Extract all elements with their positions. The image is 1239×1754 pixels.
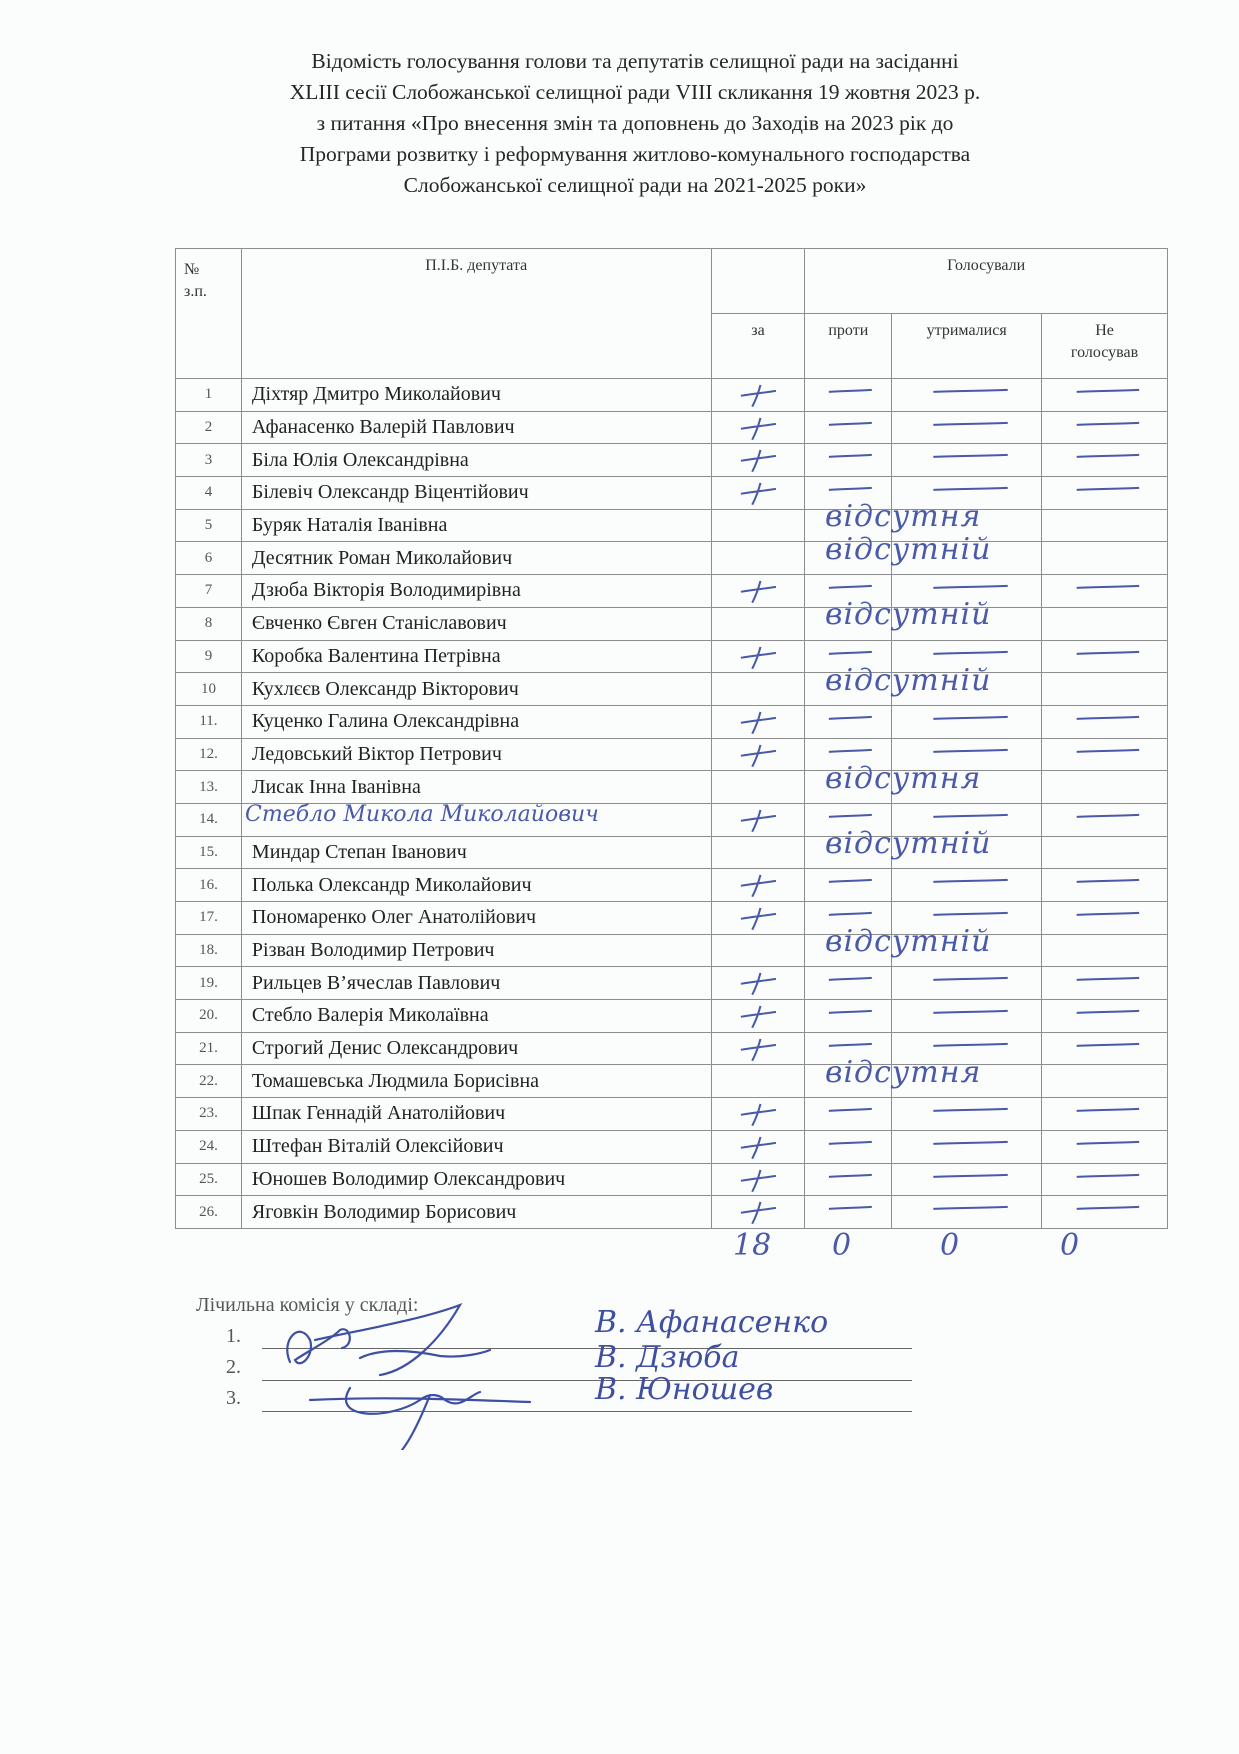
header-proty: проти: [805, 314, 892, 379]
table-row: [176, 1065, 1168, 1098]
vote-za: [711, 444, 805, 477]
deputy-name: Євченко Євген Станіславович: [241, 607, 711, 640]
vote-za: [711, 967, 805, 1000]
table-row: [176, 738, 1168, 771]
table-row: [176, 379, 1168, 412]
vote-ne-holosuvav: [1042, 411, 1168, 444]
row-number: 26.: [176, 1196, 242, 1229]
vote-ne-holosuvav: [1042, 705, 1168, 738]
vote-utrymalysia: [892, 1065, 1042, 1098]
vote-za: [711, 575, 805, 608]
vote-utrymalysia: [892, 673, 1042, 706]
vote-utrymalysia: [892, 1130, 1042, 1163]
vote-za: [711, 771, 805, 804]
vote-ne-holosuvav: [1042, 575, 1168, 608]
deputy-name: Яговкін Володимир Борисович: [241, 1196, 711, 1229]
row-number: 10: [176, 673, 242, 706]
title-line-1: Відомість голосування голови та депутатів селищної ради на засіданні: [311, 49, 959, 73]
table-row: [176, 607, 1168, 640]
table-row: [176, 836, 1168, 869]
vote-utrymalysia: [892, 771, 1042, 804]
header-name: П.І.Б. депутата: [241, 249, 711, 379]
table-row: [176, 542, 1168, 575]
vote-proty: [805, 379, 892, 412]
commission-member-2-num: 2.: [226, 1356, 241, 1378]
row-number: 7: [176, 575, 242, 608]
table-row: [176, 509, 1168, 542]
vote-ne-holosuvav: [1042, 477, 1168, 510]
table-row: [176, 575, 1168, 608]
row-number: 19.: [176, 967, 242, 1000]
vote-utrymalysia: [892, 477, 1042, 510]
vote-utrymalysia: [892, 967, 1042, 1000]
vote-proty: [805, 967, 892, 1000]
total-proty: 0: [832, 1228, 852, 1263]
vote-za: [711, 934, 805, 967]
vote-utrymalysia: [892, 509, 1042, 542]
header-number: [176, 249, 242, 379]
deputy-name: Ледовський Віктор Петрович: [241, 738, 711, 771]
vote-za: [711, 705, 805, 738]
row-number: 8: [176, 607, 242, 640]
header-ne-holosuvav: [1042, 314, 1168, 379]
vote-ne-holosuvav: [1042, 444, 1168, 477]
vote-utrymalysia: [892, 705, 1042, 738]
vote-proty: [805, 673, 892, 706]
table-row: [176, 902, 1168, 935]
absent-note: відсутня: [825, 499, 982, 535]
vote-proty: [805, 902, 892, 935]
voting-table: [175, 248, 1168, 1229]
vote-za: [711, 607, 805, 640]
commission-member-1-name: В. Афанасенко: [595, 1305, 829, 1340]
document-title: [150, 46, 1120, 201]
vote-ne-holosuvav: [1042, 771, 1168, 804]
table-row: [176, 411, 1168, 444]
title-line-2: XLIII сесії Слобожанської селищної ради VIII скликання 19 жовтня 2023 р.: [289, 80, 981, 104]
total-utrymalysia: 0: [940, 1228, 960, 1263]
vote-za: [711, 902, 805, 935]
commission-member-1-num: 1.: [226, 1325, 241, 1347]
vote-ne-holosuvav: [1042, 640, 1168, 673]
table-row: [176, 673, 1168, 706]
vote-proty: [805, 771, 892, 804]
vote-utrymalysia: [892, 640, 1042, 673]
vote-ne-holosuvav: [1042, 869, 1168, 902]
table-row: [176, 1032, 1168, 1065]
commission-label: Лічильна комісія у складі:: [196, 1294, 419, 1316]
vote-proty: [805, 1065, 892, 1098]
row-number: 12.: [176, 738, 242, 771]
row-number: 11.: [176, 705, 242, 738]
vote-za: [711, 1196, 805, 1229]
title-line-4: Програми розвитку і реформування житлово-комунального господарства: [299, 142, 971, 166]
vote-ne-holosuvav: [1042, 673, 1168, 706]
absent-note: відсутня: [825, 760, 982, 796]
vote-proty: [805, 444, 892, 477]
vote-proty: [805, 1196, 892, 1229]
commission-member-3-name: В. Юношев: [595, 1372, 774, 1407]
vote-proty: [805, 411, 892, 444]
table-row: [176, 771, 1168, 804]
vote-ne-holosuvav: [1042, 379, 1168, 412]
vote-utrymalysia: [892, 1000, 1042, 1033]
vote-za: [711, 1065, 805, 1098]
table-row: [176, 477, 1168, 510]
table-row: [176, 1098, 1168, 1131]
row-number: 9: [176, 640, 242, 673]
vote-ne-holosuvav: [1042, 803, 1168, 836]
vote-za: [711, 1130, 805, 1163]
table-row: [176, 1130, 1168, 1163]
commission-member-3-num: 3.: [226, 1387, 241, 1409]
row-number: 5: [176, 509, 242, 542]
vote-ne-holosuvav: [1042, 542, 1168, 575]
header-utrymalysia: утрималися: [892, 314, 1042, 379]
row-number: 14.: [176, 803, 242, 836]
row-number: 24.: [176, 1130, 242, 1163]
table-row: [176, 1163, 1168, 1196]
table-row: [176, 640, 1168, 673]
absent-note: відсутній: [825, 531, 992, 567]
deputy-name: Афанасенко Валерій Павлович: [241, 411, 711, 444]
deputy-name: Десятник Роман Миколайович: [241, 542, 711, 575]
table-row: [176, 967, 1168, 1000]
header-za: за: [711, 314, 805, 379]
deputy-name: Біла Юлія Олександрівна: [241, 444, 711, 477]
vote-ne-holosuvav: [1042, 738, 1168, 771]
deputy-name: Куценко Галина Олександрівна: [241, 705, 711, 738]
vote-ne-holosuvav: [1042, 1163, 1168, 1196]
vote-proty: [805, 1000, 892, 1033]
vote-proty: [805, 1032, 892, 1065]
deputy-name: Лисак Інна Іванівна: [241, 771, 711, 804]
row-number: 3: [176, 444, 242, 477]
deputy-name: Томашевська Людмила Борисівна: [241, 1065, 711, 1098]
absent-note: відсутній: [825, 597, 992, 633]
header-number-line1: №: [184, 261, 200, 278]
row-number: 6: [176, 542, 242, 575]
header-voted: Голосували: [805, 249, 1168, 314]
header-ne-line2: голосував: [1070, 344, 1139, 361]
vote-za: [711, 379, 805, 412]
row-number: 16.: [176, 869, 242, 902]
vote-proty: [805, 1130, 892, 1163]
vote-ne-holosuvav: [1042, 1196, 1168, 1229]
vote-proty: [805, 836, 892, 869]
vote-ne-holosuvav: [1042, 1065, 1168, 1098]
table-row: [176, 444, 1168, 477]
vote-za: [711, 1098, 805, 1131]
total-za: 18: [733, 1228, 772, 1263]
vote-ne-holosuvav: [1042, 1098, 1168, 1131]
vote-utrymalysia: [892, 869, 1042, 902]
handwritten-row14-name: Стебло Микола Миколайович: [245, 802, 599, 827]
vote-ne-holosuvav: [1042, 934, 1168, 967]
deputy-name: Строгий Денис Олександрович: [241, 1032, 711, 1065]
deputy-name: Миндар Степан Іванович: [241, 836, 711, 869]
vote-proty: [805, 509, 892, 542]
vote-utrymalysia: [892, 934, 1042, 967]
vote-proty: [805, 640, 892, 673]
vote-za: [711, 1163, 805, 1196]
row-number: 22.: [176, 1065, 242, 1098]
deputy-name: Буряк Наталія Іванівна: [241, 509, 711, 542]
title-line-5: Слобожанської селищної ради на 2021-2025 роки»: [403, 173, 867, 197]
vote-proty: [805, 477, 892, 510]
title-line-3: з питання «Про внесення змін та доповнень до Заходів на 2023 рік до: [316, 111, 954, 135]
vote-ne-holosuvav: [1042, 1000, 1168, 1033]
absent-note: відсутній: [825, 924, 992, 960]
absent-note: відсутня: [825, 1054, 982, 1090]
vote-proty: [805, 542, 892, 575]
vote-za: [711, 509, 805, 542]
vote-utrymalysia: [892, 1098, 1042, 1131]
header-number-line2: з.п.: [184, 283, 207, 300]
vote-utrymalysia: [892, 1032, 1042, 1065]
row-number: 20.: [176, 1000, 242, 1033]
vote-za: [711, 1032, 805, 1065]
vote-za: [711, 542, 805, 575]
deputy-name: Юношев Володимир Олександрович: [241, 1163, 711, 1196]
header-blank: [711, 249, 805, 314]
header-ne-line1: Не: [1095, 322, 1114, 339]
vote-za: [711, 1000, 805, 1033]
row-number: 2: [176, 411, 242, 444]
vote-za: [711, 673, 805, 706]
absent-note: відсутній: [825, 826, 992, 862]
commission-member-2-name: В. Дзюба: [595, 1340, 740, 1375]
vote-utrymalysia: [892, 803, 1042, 836]
table-row: [176, 705, 1168, 738]
deputy-name: Різван Володимир Петрович: [241, 934, 711, 967]
vote-za: [711, 640, 805, 673]
vote-za: [711, 803, 805, 836]
vote-utrymalysia: [892, 607, 1042, 640]
vote-utrymalysia: [892, 575, 1042, 608]
vote-utrymalysia: [892, 542, 1042, 575]
row-number: 1: [176, 379, 242, 412]
vote-za: [711, 869, 805, 902]
vote-utrymalysia: [892, 836, 1042, 869]
vote-proty: [805, 607, 892, 640]
table-row: [176, 1196, 1168, 1229]
vote-ne-holosuvav: [1042, 1130, 1168, 1163]
deputy-name: Кухлєєв Олександр Вікторович: [241, 673, 711, 706]
vote-ne-holosuvav: [1042, 607, 1168, 640]
row-number: 21.: [176, 1032, 242, 1065]
row-number: 4: [176, 477, 242, 510]
deputy-name: Шпак Геннадій Анатолійович: [241, 1098, 711, 1131]
deputy-name: Дзюба Вікторія Володимирівна: [241, 575, 711, 608]
vote-proty: [805, 934, 892, 967]
vote-proty: [805, 803, 892, 836]
deputy-name: Коробка Валентина Петрівна: [241, 640, 711, 673]
vote-ne-holosuvav: [1042, 902, 1168, 935]
vote-utrymalysia: [892, 379, 1042, 412]
vote-ne-holosuvav: [1042, 836, 1168, 869]
table-row: [176, 1000, 1168, 1033]
deputy-name: Пономаренко Олег Анатолійович: [241, 902, 711, 935]
vote-utrymalysia: [892, 902, 1042, 935]
deputy-name: Білевіч Олександр Віцентійович: [241, 477, 711, 510]
deputy-name: Штефан Віталій Олексійович: [241, 1130, 711, 1163]
row-number: 15.: [176, 836, 242, 869]
vote-proty: [805, 738, 892, 771]
vote-utrymalysia: [892, 444, 1042, 477]
row-number: 13.: [176, 771, 242, 804]
vote-za: [711, 738, 805, 771]
row-number: 25.: [176, 1163, 242, 1196]
vote-proty: [805, 1163, 892, 1196]
deputy-name: Полька Олександр Миколайович: [241, 869, 711, 902]
vote-utrymalysia: [892, 411, 1042, 444]
vote-proty: [805, 575, 892, 608]
vote-ne-holosuvav: [1042, 509, 1168, 542]
vote-utrymalysia: [892, 738, 1042, 771]
handwritten-signatures: [270, 1300, 580, 1450]
row-number: 23.: [176, 1098, 242, 1131]
table-row: [176, 869, 1168, 902]
table-row: [176, 934, 1168, 967]
vote-utrymalysia: [892, 1163, 1042, 1196]
vote-utrymalysia: [892, 1196, 1042, 1229]
vote-za: [711, 836, 805, 869]
deputy-name: Рильцев В’ячеслав Павлович: [241, 967, 711, 1000]
row-number: 18.: [176, 934, 242, 967]
deputy-name: Діхтяр Дмитро Миколайович: [241, 379, 711, 412]
vote-proty: [805, 1098, 892, 1131]
row-number: 17.: [176, 902, 242, 935]
absent-note: відсутній: [825, 662, 992, 698]
total-ne-holosuvav: 0: [1060, 1228, 1080, 1263]
vote-proty: [805, 869, 892, 902]
vote-za: [711, 477, 805, 510]
vote-za: [711, 411, 805, 444]
vote-proty: [805, 705, 892, 738]
vote-ne-holosuvav: [1042, 967, 1168, 1000]
vote-ne-holosuvav: [1042, 1032, 1168, 1065]
deputy-name: Стебло Валерія Миколаївна: [241, 1000, 711, 1033]
